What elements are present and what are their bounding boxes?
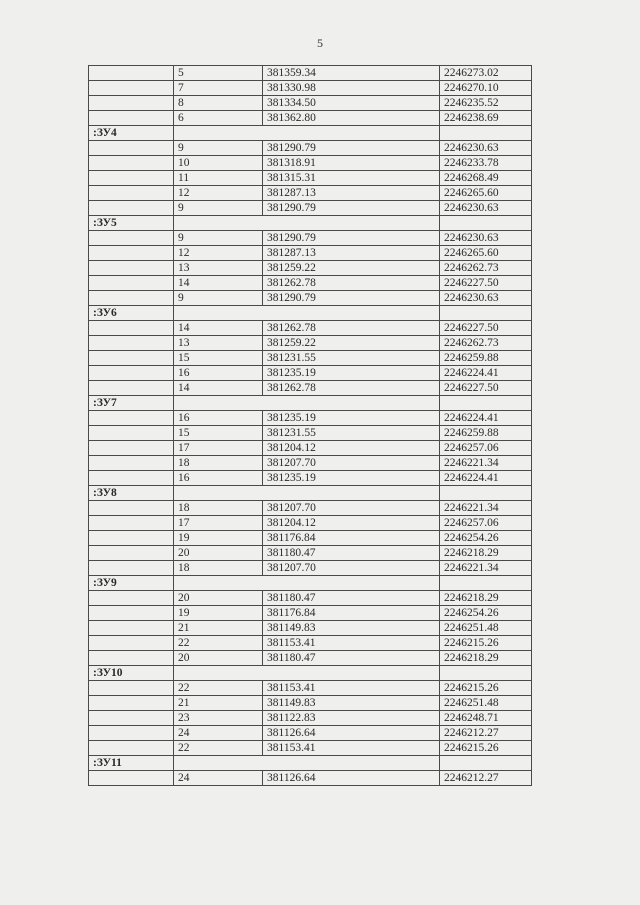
empty-cell [89, 681, 174, 696]
y-coordinate-cell: 2246268.49 [440, 171, 532, 186]
y-coordinate-cell: 2246218.29 [440, 651, 532, 666]
parcel-label: :ЗУ5 [89, 216, 174, 231]
x-coordinate-cell: 381262.78 [263, 321, 440, 336]
point-number-cell: 22 [174, 636, 263, 651]
point-number-cell: 5 [174, 66, 263, 81]
empty-cell [440, 216, 532, 231]
empty-cell [174, 396, 440, 411]
y-coordinate-cell: 2246235.52 [440, 96, 532, 111]
y-coordinate-cell: 2246230.63 [440, 291, 532, 306]
y-coordinate-cell: 2246221.34 [440, 456, 532, 471]
empty-cell [89, 501, 174, 516]
x-coordinate-cell: 381287.13 [263, 246, 440, 261]
table-row [89, 696, 532, 711]
empty-cell [89, 321, 174, 336]
y-coordinate-cell: 2246224.41 [440, 366, 532, 381]
table-row [89, 471, 532, 486]
y-coordinate-cell: 2246221.34 [440, 561, 532, 576]
empty-cell [89, 726, 174, 741]
y-coordinate-cell: 2246215.26 [440, 636, 532, 651]
empty-cell [89, 246, 174, 261]
point-number-cell: 23 [174, 711, 263, 726]
empty-cell [89, 471, 174, 486]
point-number-cell: 20 [174, 546, 263, 561]
table-row [89, 726, 532, 741]
empty-cell [440, 756, 532, 771]
x-coordinate-cell: 381330.98 [263, 81, 440, 96]
point-number-cell: 14 [174, 321, 263, 336]
empty-cell [89, 561, 174, 576]
x-coordinate-cell: 381290.79 [263, 231, 440, 246]
parcel-label: :ЗУ11 [89, 756, 174, 771]
x-coordinate-cell: 381290.79 [263, 141, 440, 156]
x-coordinate-cell: 381235.19 [263, 366, 440, 381]
empty-cell [89, 636, 174, 651]
table-row [89, 771, 532, 786]
y-coordinate-cell: 2246262.73 [440, 261, 532, 276]
point-number-cell: 20 [174, 591, 263, 606]
x-coordinate-cell: 381290.79 [263, 291, 440, 306]
x-coordinate-cell: 381122.83 [263, 711, 440, 726]
empty-cell [89, 66, 174, 81]
y-coordinate-cell: 2246254.26 [440, 531, 532, 546]
point-number-cell: 12 [174, 186, 263, 201]
table-row [89, 456, 532, 471]
x-coordinate-cell: 381126.64 [263, 726, 440, 741]
point-number-cell: 16 [174, 411, 263, 426]
y-coordinate-cell: 2246257.06 [440, 516, 532, 531]
page-number: 5 [317, 36, 323, 50]
x-coordinate-cell: 381207.70 [263, 501, 440, 516]
table-row [89, 411, 532, 426]
table-row [89, 516, 532, 531]
table-row [89, 201, 532, 216]
table-row [89, 186, 532, 201]
empty-cell [89, 336, 174, 351]
x-coordinate-cell: 381231.55 [263, 426, 440, 441]
empty-cell [89, 201, 174, 216]
x-coordinate-cell: 381259.22 [263, 336, 440, 351]
point-number-cell: 21 [174, 621, 263, 636]
coordinates-table-body [89, 66, 532, 786]
x-coordinate-cell: 381262.78 [263, 276, 440, 291]
table-row [89, 96, 532, 111]
empty-cell [440, 486, 532, 501]
x-coordinate-cell: 381180.47 [263, 546, 440, 561]
empty-cell [174, 666, 440, 681]
x-coordinate-cell: 381207.70 [263, 456, 440, 471]
x-coordinate-cell: 381180.47 [263, 651, 440, 666]
table-row [89, 261, 532, 276]
section-row [89, 666, 532, 681]
empty-cell [89, 711, 174, 726]
x-coordinate-cell: 381207.70 [263, 561, 440, 576]
y-coordinate-cell: 2246218.29 [440, 591, 532, 606]
empty-cell [89, 516, 174, 531]
table-row [89, 591, 532, 606]
section-row [89, 216, 532, 231]
point-number-cell: 19 [174, 531, 263, 546]
table-row [89, 441, 532, 456]
point-number-cell: 9 [174, 291, 263, 306]
y-coordinate-cell: 2246265.60 [440, 246, 532, 261]
x-coordinate-cell: 381262.78 [263, 381, 440, 396]
empty-cell [89, 366, 174, 381]
x-coordinate-cell: 381204.12 [263, 441, 440, 456]
empty-cell [174, 756, 440, 771]
y-coordinate-cell: 2246230.63 [440, 231, 532, 246]
y-coordinate-cell: 2246212.27 [440, 771, 532, 786]
point-number-cell: 20 [174, 651, 263, 666]
point-number-cell: 19 [174, 606, 263, 621]
table-row [89, 66, 532, 81]
point-number-cell: 21 [174, 696, 263, 711]
empty-cell [89, 546, 174, 561]
y-coordinate-cell: 2246215.26 [440, 741, 532, 756]
point-number-cell: 14 [174, 381, 263, 396]
table-row [89, 276, 532, 291]
x-coordinate-cell: 381290.79 [263, 201, 440, 216]
point-number-cell: 22 [174, 741, 263, 756]
section-row [89, 486, 532, 501]
point-number-cell: 13 [174, 336, 263, 351]
y-coordinate-cell: 2246257.06 [440, 441, 532, 456]
empty-cell [89, 651, 174, 666]
y-coordinate-cell: 2246273.02 [440, 66, 532, 81]
point-number-cell: 10 [174, 156, 263, 171]
x-coordinate-cell: 381153.41 [263, 636, 440, 651]
y-coordinate-cell: 2246215.26 [440, 681, 532, 696]
empty-cell [440, 666, 532, 681]
x-coordinate-cell: 381359.34 [263, 66, 440, 81]
empty-cell [440, 306, 532, 321]
y-coordinate-cell: 2246227.50 [440, 321, 532, 336]
section-row [89, 126, 532, 141]
y-coordinate-cell: 2246262.73 [440, 336, 532, 351]
point-number-cell: 7 [174, 81, 263, 96]
parcel-label: :ЗУ4 [89, 126, 174, 141]
y-coordinate-cell: 2246212.27 [440, 726, 532, 741]
empty-cell [174, 126, 440, 141]
y-coordinate-cell: 2246270.10 [440, 81, 532, 96]
y-coordinate-cell: 2246265.60 [440, 186, 532, 201]
x-coordinate-cell: 381315.31 [263, 171, 440, 186]
table-row [89, 171, 532, 186]
point-number-cell: 12 [174, 246, 263, 261]
empty-cell [89, 621, 174, 636]
y-coordinate-cell: 2246221.34 [440, 501, 532, 516]
table-row [89, 81, 532, 96]
point-number-cell: 9 [174, 201, 263, 216]
empty-cell [174, 306, 440, 321]
empty-cell [89, 186, 174, 201]
y-coordinate-cell: 2246248.71 [440, 711, 532, 726]
parcel-label: :ЗУ6 [89, 306, 174, 321]
x-coordinate-cell: 381176.84 [263, 531, 440, 546]
table-row [89, 606, 532, 621]
table-row [89, 366, 532, 381]
point-number-cell: 17 [174, 441, 263, 456]
table-row [89, 651, 532, 666]
empty-cell [89, 411, 174, 426]
point-number-cell: 24 [174, 771, 263, 786]
empty-cell [89, 276, 174, 291]
empty-cell [89, 441, 174, 456]
point-number-cell: 15 [174, 426, 263, 441]
table-row [89, 141, 532, 156]
point-number-cell: 17 [174, 516, 263, 531]
point-number-cell: 18 [174, 501, 263, 516]
x-coordinate-cell: 381231.55 [263, 351, 440, 366]
table-row [89, 246, 532, 261]
x-coordinate-cell: 381153.41 [263, 741, 440, 756]
point-number-cell: 22 [174, 681, 263, 696]
table-row [89, 351, 532, 366]
empty-cell [89, 741, 174, 756]
table-row [89, 636, 532, 651]
empty-cell [440, 396, 532, 411]
empty-cell [440, 126, 532, 141]
table-row [89, 741, 532, 756]
point-number-cell: 6 [174, 111, 263, 126]
empty-cell [89, 81, 174, 96]
y-coordinate-cell: 2246238.69 [440, 111, 532, 126]
point-number-cell: 14 [174, 276, 263, 291]
parcel-label: :ЗУ10 [89, 666, 174, 681]
x-coordinate-cell: 381334.50 [263, 96, 440, 111]
point-number-cell: 13 [174, 261, 263, 276]
empty-cell [89, 696, 174, 711]
point-number-cell: 18 [174, 456, 263, 471]
table-row [89, 381, 532, 396]
x-coordinate-cell: 381235.19 [263, 471, 440, 486]
y-coordinate-cell: 2246251.48 [440, 621, 532, 636]
table-row [89, 336, 532, 351]
x-coordinate-cell: 381318.91 [263, 156, 440, 171]
empty-cell [89, 96, 174, 111]
empty-cell [89, 231, 174, 246]
table-row [89, 156, 532, 171]
table-row [89, 426, 532, 441]
table-row [89, 501, 532, 516]
table-row [89, 321, 532, 336]
parcel-label: :ЗУ7 [89, 396, 174, 411]
section-row [89, 396, 532, 411]
table-row [89, 231, 532, 246]
x-coordinate-cell: 381235.19 [263, 411, 440, 426]
y-coordinate-cell: 2246218.29 [440, 546, 532, 561]
empty-cell [440, 576, 532, 591]
x-coordinate-cell: 381259.22 [263, 261, 440, 276]
section-row [89, 576, 532, 591]
table-row [89, 111, 532, 126]
table-row [89, 621, 532, 636]
empty-cell [174, 216, 440, 231]
table-row [89, 561, 532, 576]
empty-cell [89, 606, 174, 621]
empty-cell [89, 771, 174, 786]
point-number-cell: 9 [174, 231, 263, 246]
parcel-label: :ЗУ8 [89, 486, 174, 501]
x-coordinate-cell: 381204.12 [263, 516, 440, 531]
point-number-cell: 15 [174, 351, 263, 366]
table-row [89, 291, 532, 306]
y-coordinate-cell: 2246259.88 [440, 426, 532, 441]
y-coordinate-cell: 2246227.50 [440, 381, 532, 396]
point-number-cell: 11 [174, 171, 263, 186]
empty-cell [89, 591, 174, 606]
y-coordinate-cell: 2246254.26 [440, 606, 532, 621]
y-coordinate-cell: 2246259.88 [440, 351, 532, 366]
empty-cell [89, 291, 174, 306]
point-number-cell: 9 [174, 141, 263, 156]
empty-cell [89, 456, 174, 471]
empty-cell [174, 486, 440, 501]
table-row [89, 546, 532, 561]
empty-cell [89, 381, 174, 396]
x-coordinate-cell: 381287.13 [263, 186, 440, 201]
y-coordinate-cell: 2246224.41 [440, 471, 532, 486]
y-coordinate-cell: 2246224.41 [440, 411, 532, 426]
y-coordinate-cell: 2246227.50 [440, 276, 532, 291]
point-number-cell: 16 [174, 366, 263, 381]
x-coordinate-cell: 381362.80 [263, 111, 440, 126]
section-row [89, 756, 532, 771]
table-row [89, 531, 532, 546]
point-number-cell: 18 [174, 561, 263, 576]
table-row [89, 681, 532, 696]
point-number-cell: 16 [174, 471, 263, 486]
empty-cell [174, 576, 440, 591]
point-number-cell: 8 [174, 96, 263, 111]
empty-cell [89, 426, 174, 441]
y-coordinate-cell: 2246233.78 [440, 156, 532, 171]
empty-cell [89, 351, 174, 366]
x-coordinate-cell: 381153.41 [263, 681, 440, 696]
empty-cell [89, 156, 174, 171]
y-coordinate-cell: 2246251.48 [440, 696, 532, 711]
point-number-cell: 24 [174, 726, 263, 741]
x-coordinate-cell: 381176.84 [263, 606, 440, 621]
empty-cell [89, 171, 174, 186]
section-row [89, 306, 532, 321]
x-coordinate-cell: 381149.83 [263, 621, 440, 636]
empty-cell [89, 261, 174, 276]
empty-cell [89, 141, 174, 156]
x-coordinate-cell: 381126.64 [263, 771, 440, 786]
coordinates-table [88, 65, 532, 786]
x-coordinate-cell: 381149.83 [263, 696, 440, 711]
y-coordinate-cell: 2246230.63 [440, 201, 532, 216]
table-row [89, 711, 532, 726]
parcel-label: :ЗУ9 [89, 576, 174, 591]
y-coordinate-cell: 2246230.63 [440, 141, 532, 156]
x-coordinate-cell: 381180.47 [263, 591, 440, 606]
empty-cell [89, 111, 174, 126]
empty-cell [89, 531, 174, 546]
